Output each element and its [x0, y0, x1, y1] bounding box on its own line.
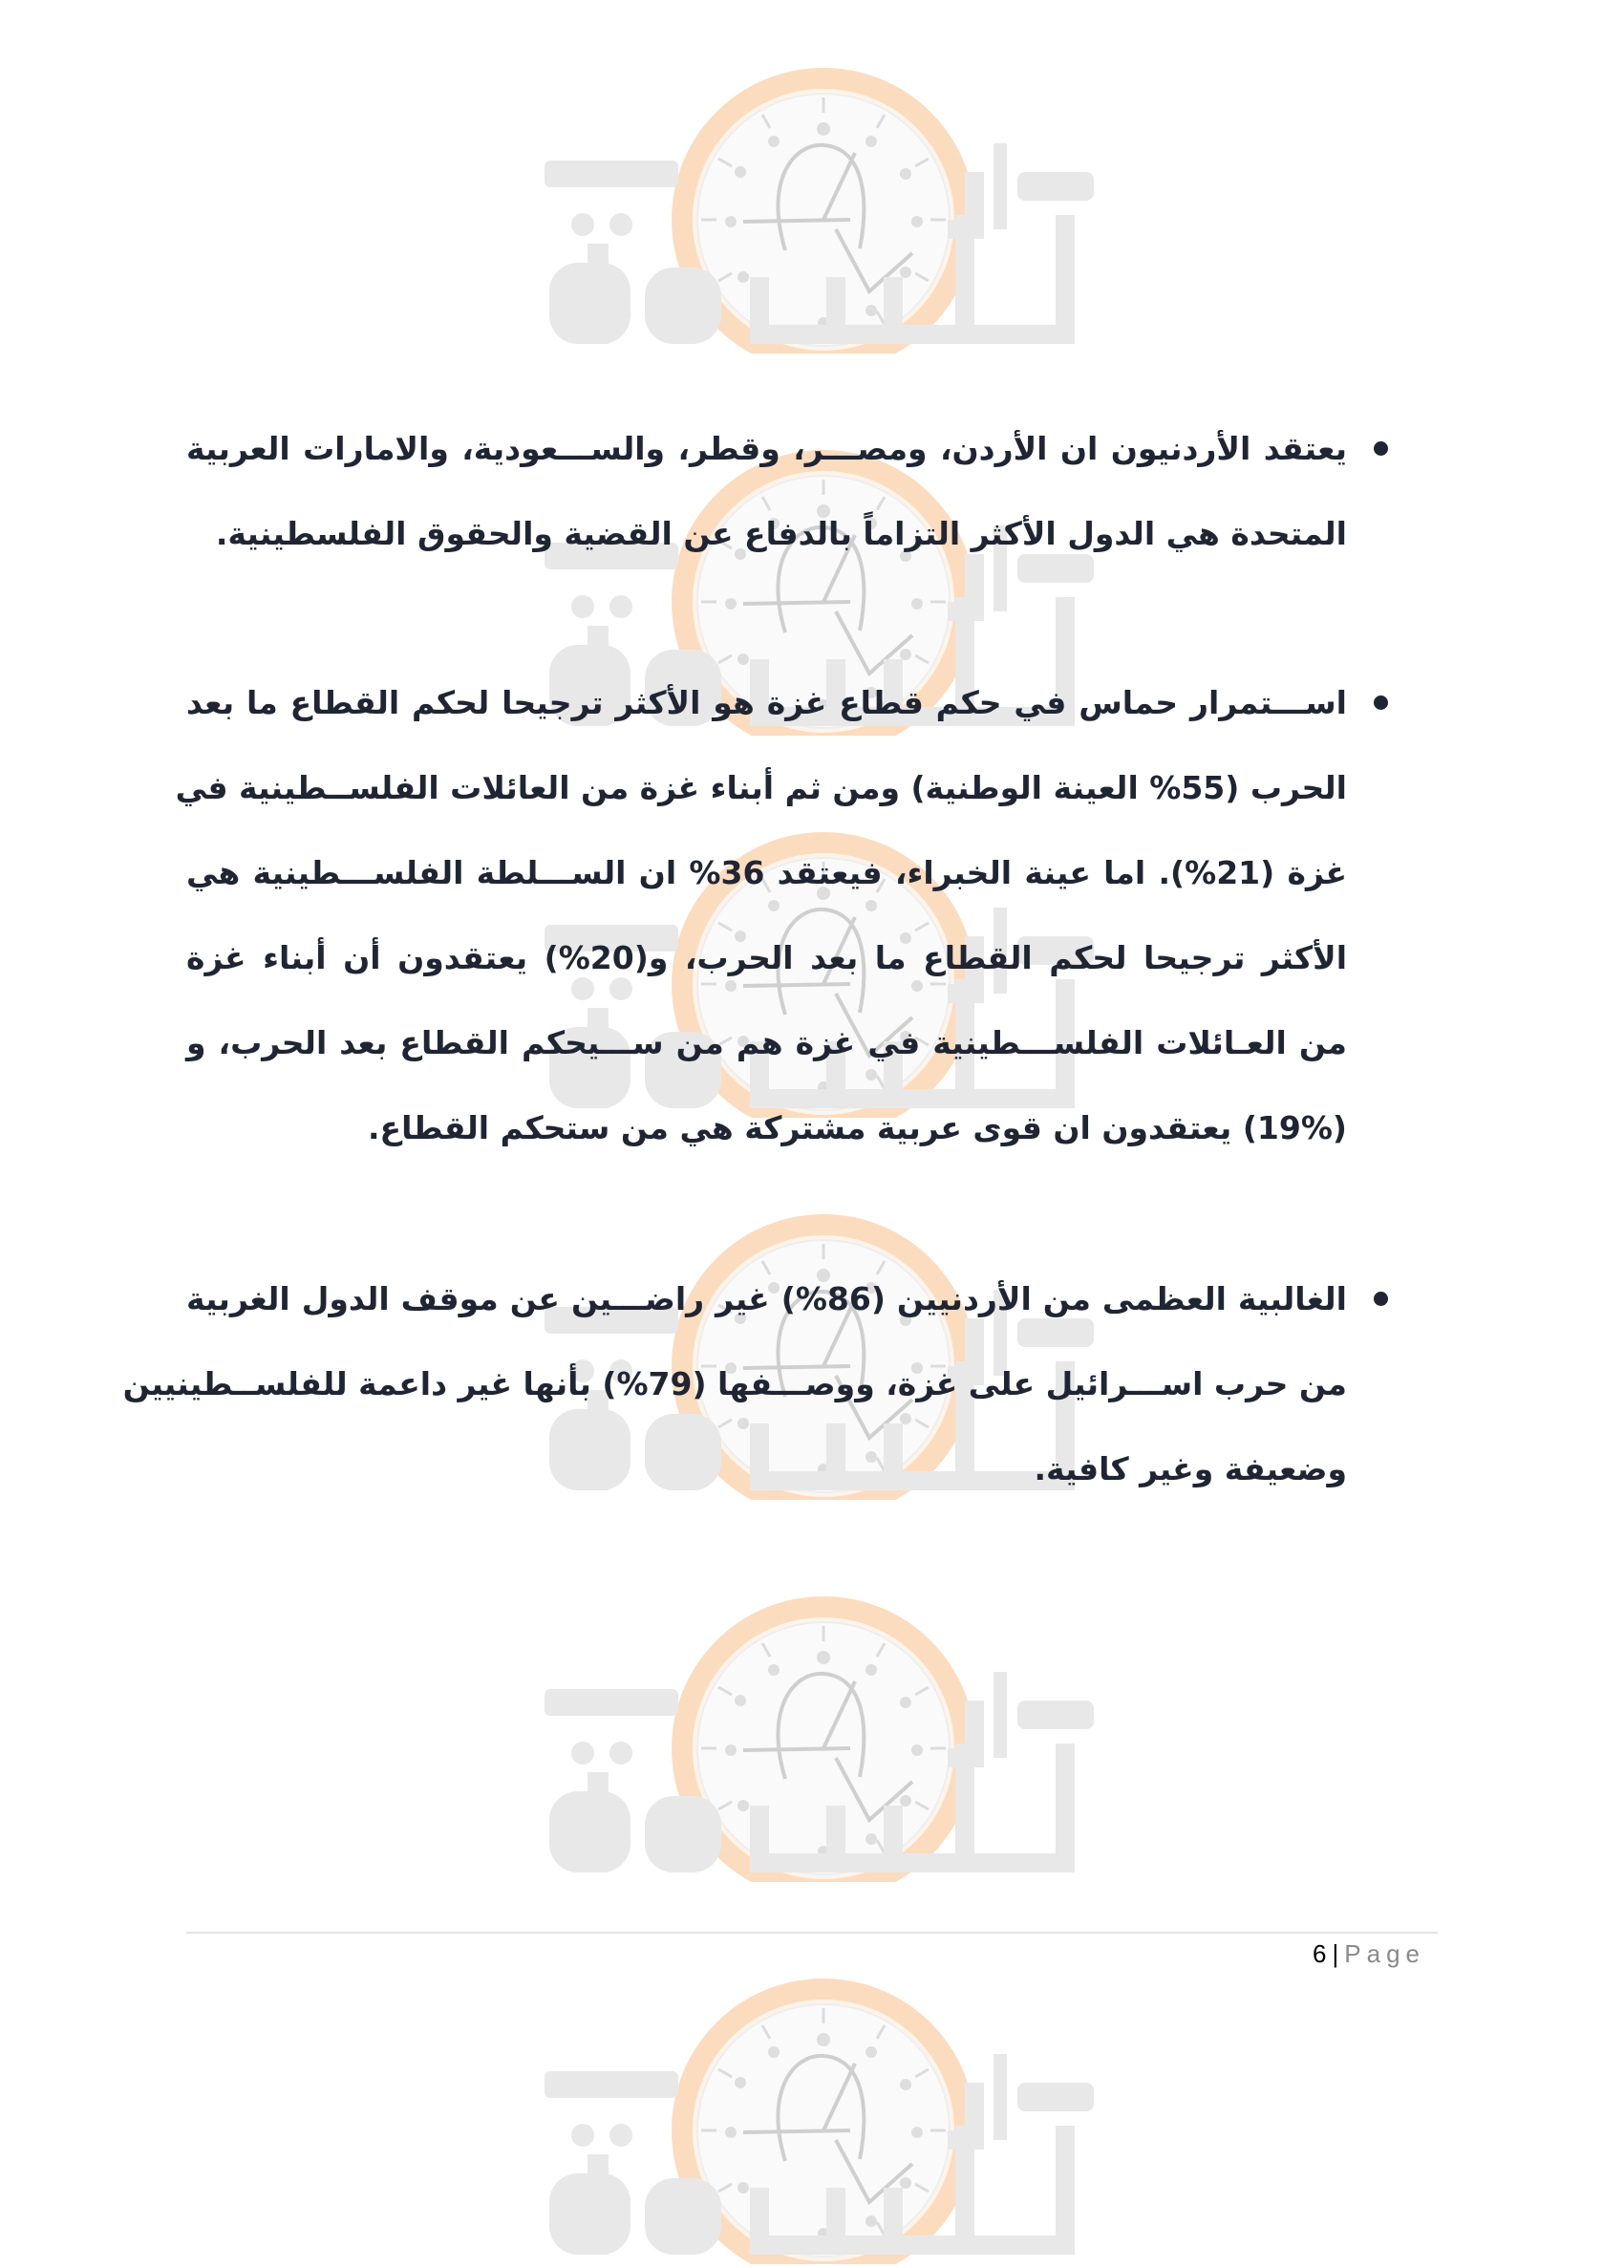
bullet-icon: [1374, 1292, 1388, 1306]
page-number: 6: [1313, 1939, 1327, 1968]
footer-divider: [186, 1932, 1438, 1934]
watermark-logo: [535, 1949, 1108, 2264]
watermark: [535, 1949, 1108, 2264]
bullet-paragraph: [186, 406, 1347, 576]
text-line: من العـائلات الفلســـطينية في غزة هم من ســـيحكم القطاع بعد الحرب، و: [186, 1024, 1347, 1061]
page-footer: [1313, 1939, 1425, 1969]
bullet-paragraph: [175, 660, 1348, 1170]
watermark: [535, 1567, 1108, 1882]
bullet-paragraph: [122, 1256, 1347, 1511]
text-line: الحرب (55% العينة الوطنية) ومن ثم أبناء غزة من العائلات الفلســطينية في: [175, 769, 1347, 806]
text-line: (19%) يعتقدون ان قوى عربية مشتركة هي من ستحكم القطاع.: [368, 1109, 1347, 1146]
text-line: وضعيفة وغير كافية.: [1034, 1450, 1347, 1487]
watermark-logo: [535, 38, 1108, 353]
watermark: [535, 38, 1108, 353]
text-line: من حرب اســـرائيل على غزة، ووصـــفها (79%) بأنها غير داعمة للفلســطينيين: [122, 1365, 1347, 1402]
text-line: غزة (21%). اما عينة الخبراء، فيعتقد 36% ان الســـلطة الفلســـطينية هي: [186, 854, 1348, 891]
text-line: المتحدة هي الدول الأكثر التزاماً بالدفاع عن القضية والحقوق الفلسطينية.: [215, 515, 1347, 552]
text-line: يعتقد الأردنيون ان الأردن، ومصـــر، وقطر، والســـعودية، والامارات العربية: [186, 430, 1347, 467]
text-line: اســـتمرار حماس في حكم قطاع غزة هو الأكثر ترجيحا لحكم القطاع ما بعد: [186, 684, 1347, 721]
text-line: الأكثر ترجيحا لحكم القطاع ما بعد الحرب، و(20%) يعتقدون أن أبناء غزة: [186, 939, 1347, 976]
watermark-logo: [535, 1567, 1108, 1882]
bullet-icon: [1374, 695, 1388, 710]
footer-separator: |: [1332, 1939, 1339, 1968]
page-label: Page: [1344, 1939, 1425, 1968]
bullet-icon: [1374, 441, 1388, 456]
text-line: الغالبية العظمى من الأردنيين (86%) غير راضـــين عن موقف الدول الغربية: [186, 1280, 1347, 1317]
